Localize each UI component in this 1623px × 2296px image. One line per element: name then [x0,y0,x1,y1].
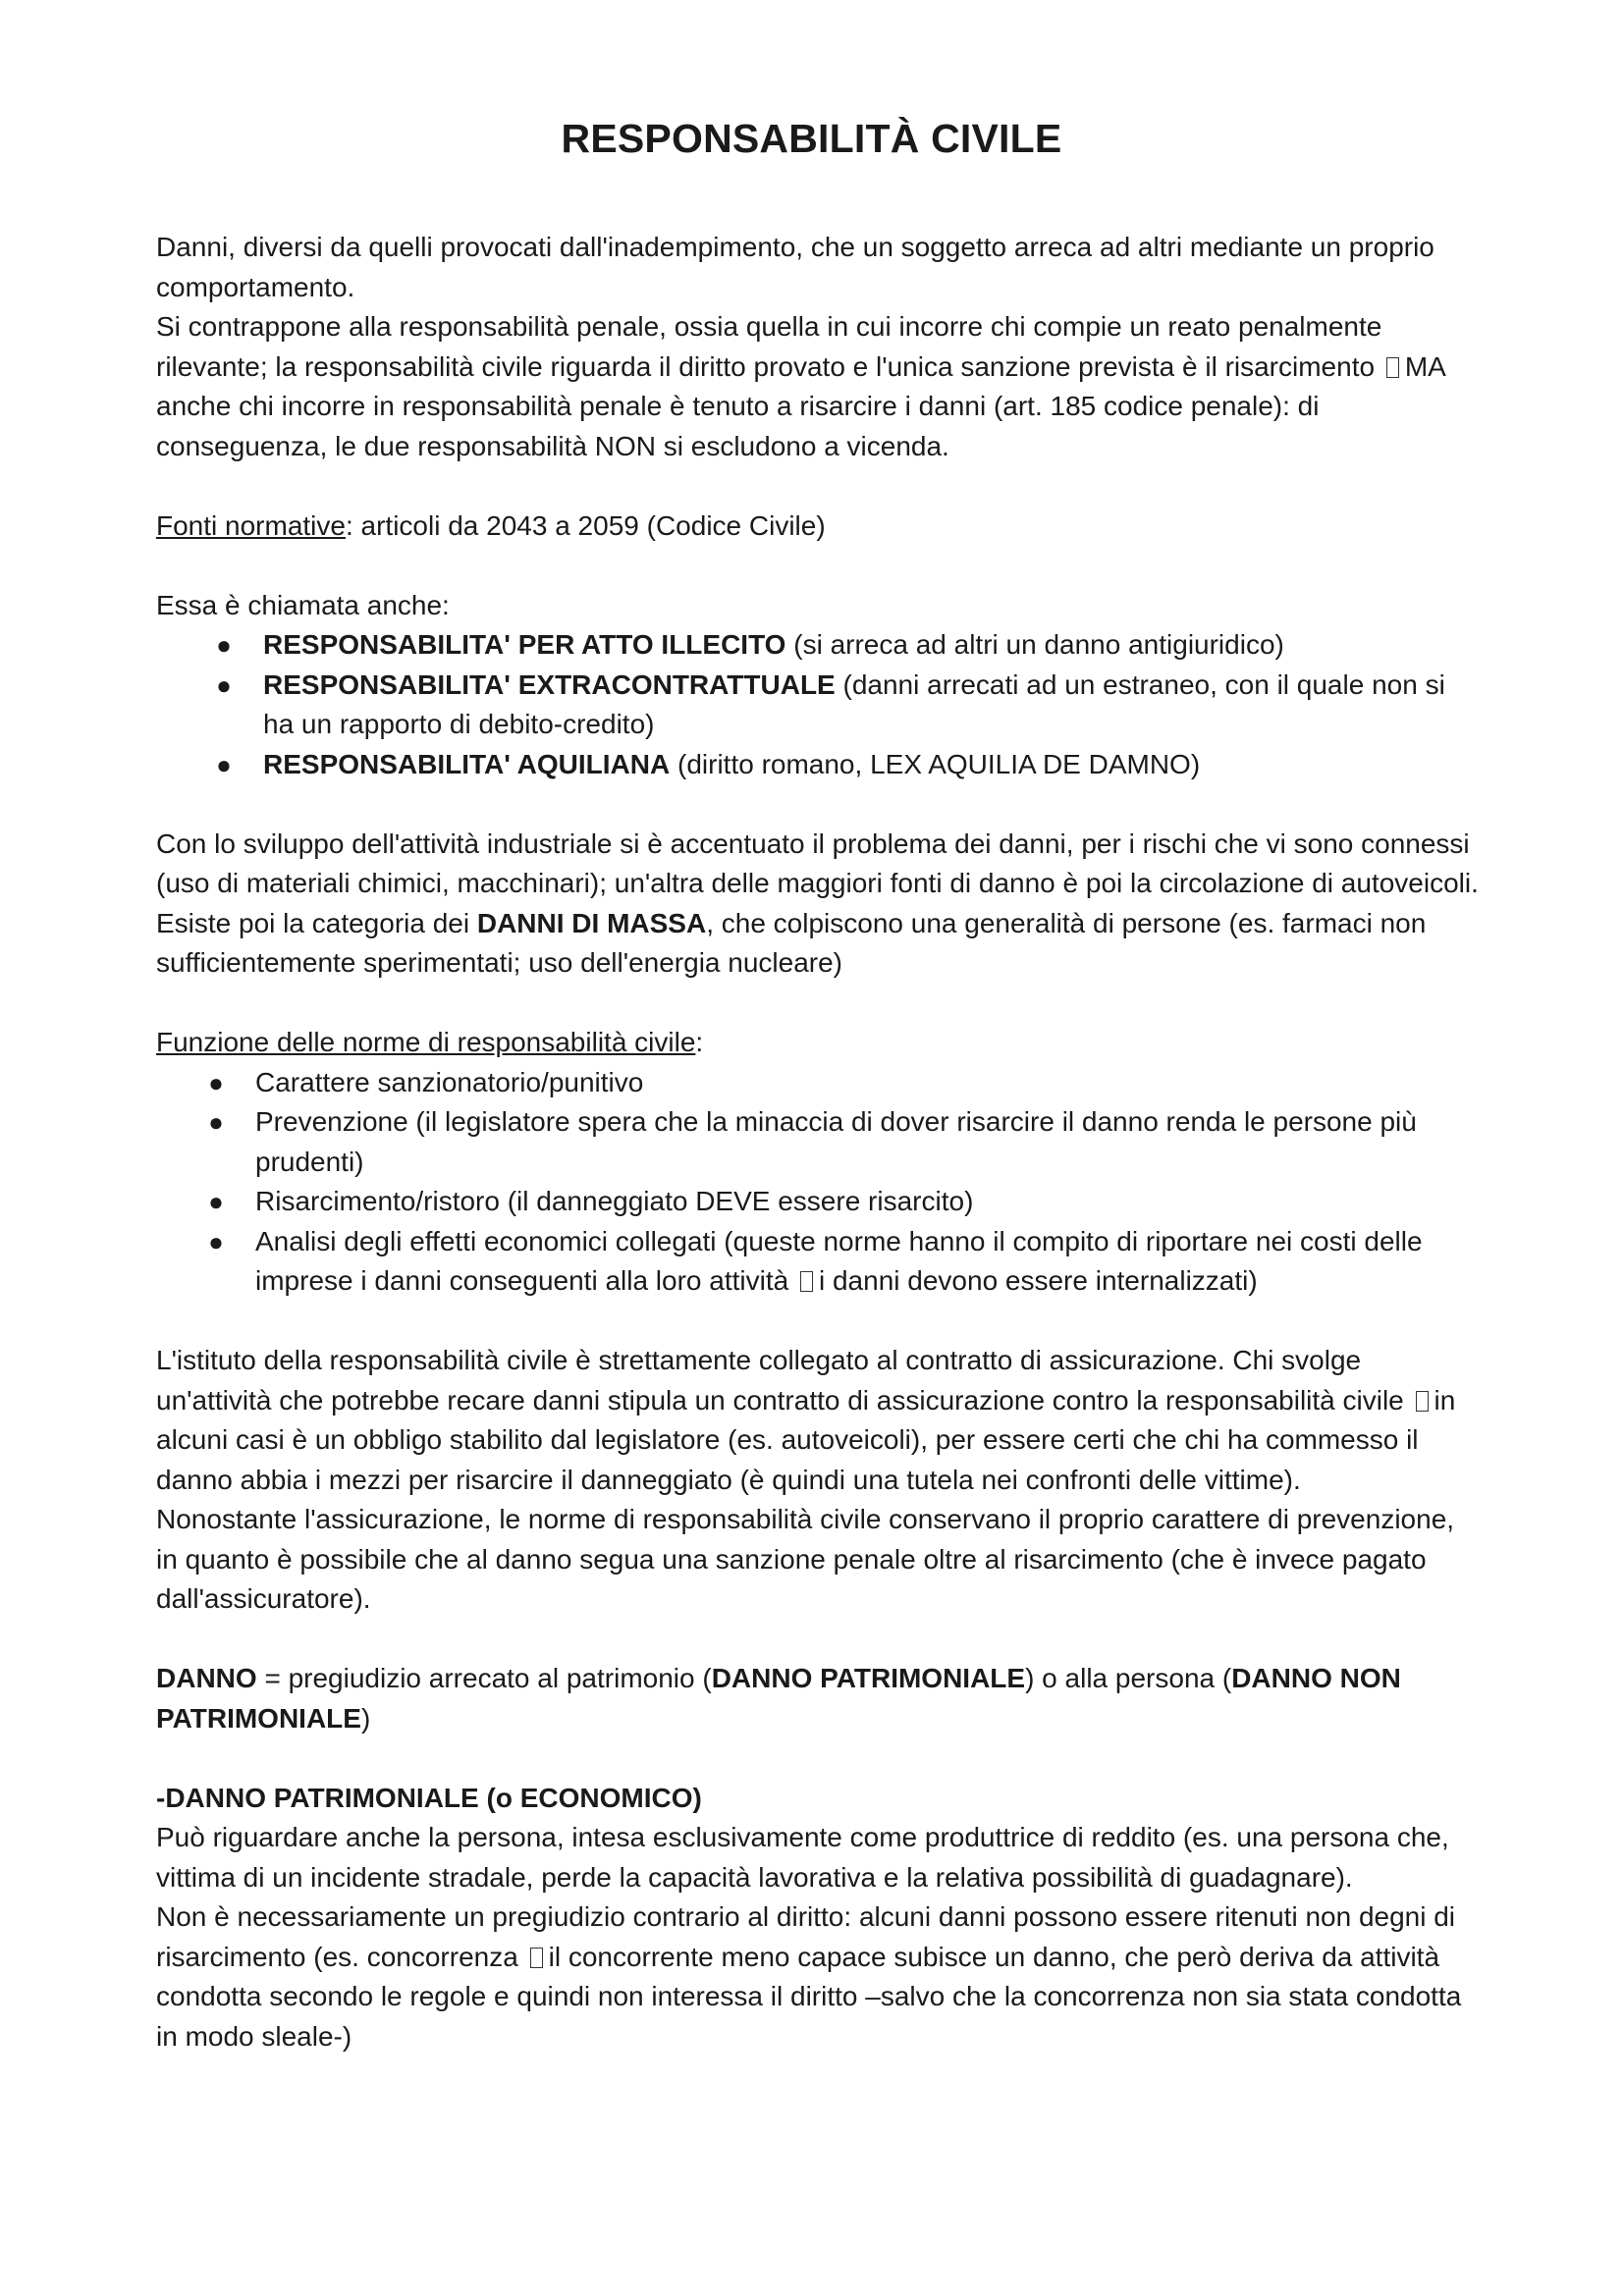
patrimoniale-text: il concorrente meno capace subisce un danno, che però deriva da attività condotta secondo le regole e quindi non interessa il diritto –salvo che la concorrenza non sia stata condotta in modo sleale-) [156,1941,1462,2052]
danno-text: ) [360,1702,371,1734]
list-item-text: (si arreca ad altri un danno antigiuridico) [785,629,1284,660]
missing-glyph-icon [800,1271,813,1292]
patrimoniale-text: Può riguardare anche la persona, intesa esclusivamente come produttrice di reddito (es. una persona che, vittima di un incidente stradale, perde la capacità lavorativa e la relativa possibilità di guadagnare). [156,1822,1449,1893]
list-item [208,1222,1482,1302]
fonti-paragraph [156,507,1482,547]
list-item [216,625,1482,666]
bullet-icon: ● [216,749,232,779]
list-item-bold: RESPONSABILITA' EXTRACONTRATTUALE [263,668,836,700]
bullet-icon: ● [216,669,232,700]
missing-glyph-icon [1416,1391,1429,1412]
essa-list [216,625,1482,784]
list-item-text: (danni arrecati ad un estraneo, con il quale non si ha un rapporto di debito-credito) [263,668,1445,739]
sviluppo-bold: DANNI DI MASSA [476,907,707,938]
list-item [208,1182,1482,1222]
fonti-text: : articoli da 2043 a 2059 (Codice Civile) [345,509,826,541]
bullet-icon: ● [208,1067,224,1097]
funzione-colon: : [695,1027,704,1057]
list-item-text: (diritto romano, LEX AQUILIA DE DAMNO) [670,748,1201,779]
istituto-text: Nonostante l'assicurazione, le norme di responsabilità civile conservano il proprio carattere di prevenzione, in quanto è possibile che al danno segua una sanzione penale oltre al risarcimento (che è invece pagato dall'assicuratore). [156,1504,1455,1614]
danno-bold: DANNO [156,1663,257,1693]
sviluppo-text: , che colpiscono una generalità di persone (es. farmaci non sufficientemente sperimentati; uso dell'energia nucleare) [156,907,1427,978]
missing-glyph-icon [530,1948,543,1968]
istituto-text: L'istituto della responsabilità civile è strettamente collegato al contratto di assicurazione. Chi svolge un'attività che potrebbe recare danni stipula un contratto di assicurazione contro la responsabilità civile [156,1345,1404,1415]
page-title: RESPONSABILITÀ CIVILE [561,116,1062,161]
section-heading: -DANNO PATRIMONIALE (o ECONOMICO) [156,1782,702,1813]
intro-text: Danni, diversi da quelli provocati dall'inadempimento, che un soggetto arreca ad altri mediante un proprio comportamento. [156,232,1434,302]
danno-text: ) o alla persona ( [1025,1663,1232,1693]
patrimoniale-paragraph [156,1818,1482,2056]
patrimoniale-text: Non è necessariamente un pregiudizio contrario al diritto: alcuni danni possono essere ritenuti non degni di risarcimento (es. concorrenza [156,1901,1456,1972]
list-item [216,745,1482,785]
list-item [208,1063,1482,1103]
intro-paragraph [156,228,1482,466]
intro-text: MA anche chi incorre in responsabilità penale è tenuto a risarcire i danni (art. 185 codice penale): di conseguenza, le due responsabilità NON si escludono a vicenda. [156,350,1445,461]
danno-definition [156,1659,1482,1738]
intro-text: Si contrappone alla responsabilità penale, ossia quella in cui incorre chi compie un reato penalmente rilevante; la responsabilità civile riguarda il diritto provato e l'unica sanzione prevista è il risarcimento [156,311,1382,382]
bullet-icon: ● [208,1187,224,1216]
bullet-icon: ● [208,1107,224,1137]
list-item-text: i danni devono essere internalizzati) [818,1265,1258,1296]
sviluppo-text: Esiste poi la categoria dei [156,907,477,938]
fonti-label: Fonti normative [156,509,346,541]
funzione-label: Funzione delle norme di responsabilità civile [156,1027,696,1057]
list-item [208,1102,1482,1182]
danno-text: = pregiudizio arrecato al patrimonio ( [256,1663,712,1693]
istituto-text: in alcuni casi è un obbligo stabilito dal legislatore (es. autoveicoli), per essere certi che chi ha commesso il danno abbia i mezzi per risarcire il danneggiato (è quindi una tutela nei confronti delle vittime). [156,1384,1456,1495]
essa-lead: Essa è chiamata anche: [156,589,450,620]
sviluppo-text: Con lo sviluppo dell'attività industriale si è accentuato il problema dei danni, per i rischi che vi sono connessi (uso di materiali chimici, macchinari); un'altra delle maggiori fonti di danno è poi la circolazione di autoveicoli. [156,828,1479,898]
missing-glyph-icon [1386,357,1399,378]
sviluppo-paragraph [156,825,1482,984]
bullet-icon: ● [216,630,232,660]
list-item-text: Risarcimento/ristoro (il danneggiato DEVE essere risarcito) [255,1186,974,1216]
list-item-bold: RESPONSABILITA' PER ATTO ILLECITO [263,629,786,660]
document-body [156,228,1482,2056]
bullet-icon: ● [208,1226,224,1256]
danno-bold: DANNO NON PATRIMONIALE [156,1663,1401,1734]
istituto-paragraph [156,1341,1482,1620]
list-item-text: Prevenzione (il legislatore spera che la minaccia di dover risarcire il danno renda le persone più prudenti) [255,1106,1417,1177]
list-item-text: Analisi degli effetti economici collegati (queste norme hanno il compito di riportare nei costi delle imprese i danni conseguenti alla loro attività [255,1225,1423,1296]
danno-bold: DANNO PATRIMONIALE [711,1663,1026,1693]
funzione-heading [156,1023,1482,1063]
list-item-text: Carattere sanzionatorio/punitivo [255,1066,644,1097]
list-item [216,666,1482,745]
funzione-list [208,1063,1482,1302]
list-item-bold: RESPONSABILITA' AQUILIANA [263,748,671,779]
